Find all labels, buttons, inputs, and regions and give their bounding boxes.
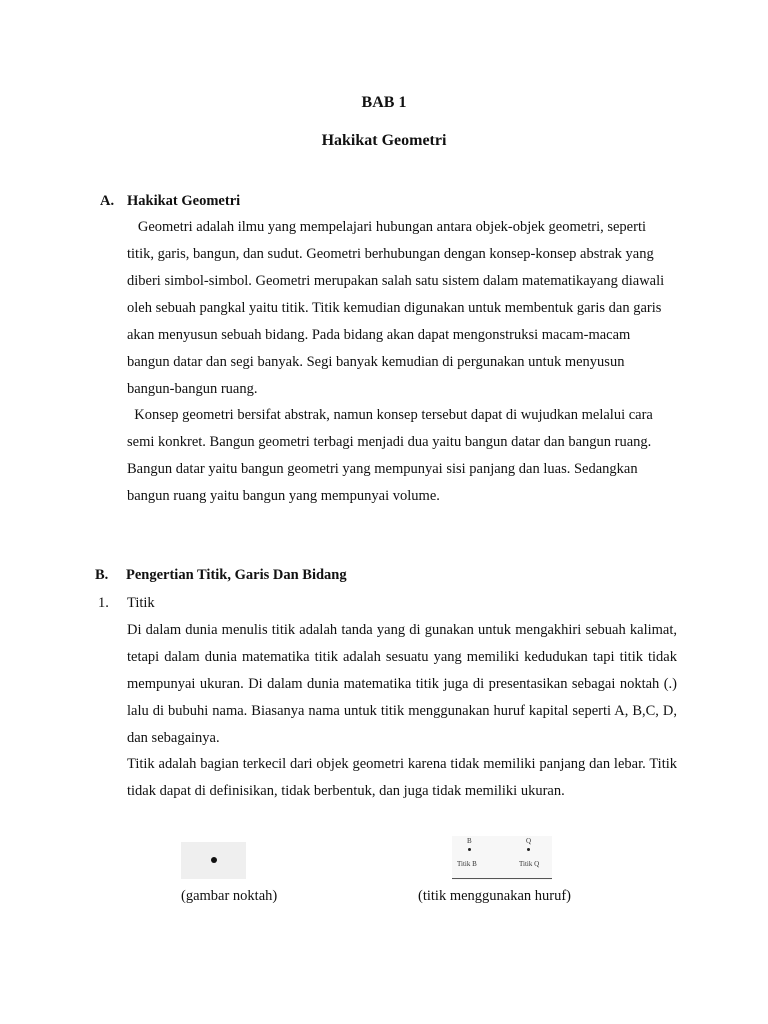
- noktah-caption: (gambar noktah): [181, 888, 278, 904]
- noktah-figure: [181, 842, 246, 879]
- page-title: Hakikat Geometri: [321, 132, 447, 149]
- section-b-paragraph-2: Titik adalah bagian terkecil dari objek geometri karena tidak memiliki panjang dan lebar. Titik tidak dapat di definisikan, tidak berbentuk, dan juga tidak memiliki ukuran.: [127, 756, 677, 799]
- point-q-letter: Q: [526, 837, 532, 845]
- noktah-dot: [211, 857, 217, 863]
- section-b-marker: B.: [95, 567, 109, 583]
- point-q-dot: [527, 848, 530, 851]
- list-item-titik: [98, 595, 298, 615]
- list-item-title: Titik: [127, 595, 155, 611]
- section-a-heading: [100, 193, 500, 213]
- section-b-paragraph-1: Di dalam dunia menulis titik adalah tanda yang di gunakan untuk mengakhiri sebuah kalimat, tetapi dalam dunia matematika titik adalah sesuatu yang memiliki kedudukan tapi titik tidak mempunyai ukuran. Di dalam dunia matematika titik juga di presentasikan sebagai noktah (.) lalu di bubuhi nama. Biasanya nama untuk titik menggunakan huruf kapital seperti A, B,C, D, dan sebagainya.: [127, 622, 677, 746]
- point-q-label: Titik Q: [519, 860, 540, 868]
- point-b-letter: B: [467, 837, 472, 845]
- point-b-dot: [468, 848, 471, 851]
- section-a-paragraph-1: Geometri adalah ilmu yang mempelajari hubungan antara objek-objek geometri, seperti titik, garis, bangun, dan sudut. Geometri berhubungan dengan konsep-konsep abstrak yang diberi simbol-simbol. Geometri merupakan salah satu sistem dalam matematikayang diawali oleh sebuah pangkal yaitu titik. Titik kemudian digunakan untuk membentuk garis dan garis akan menyusun sebuah bidang. Pada bidang akan dapat mengonstruksi macam-macam bangun datar dan segi banyak. Segi banyak kemudian di pergunakan untuk menyusun bangun-bangun ruang.: [127, 219, 665, 397]
- chapter-label: BAB 1: [361, 94, 407, 111]
- lettered-points-figure: [452, 836, 552, 880]
- section-a-marker: A.: [100, 193, 115, 209]
- list-item-number: 1.: [98, 595, 109, 611]
- section-a-paragraph-2: Konsep geometri bersifat abstrak, namun konsep tersebut dapat di wujudkan melalui cara semi konkret. Bangun geometri terbagi menjadi dua yaitu bangun datar dan bangun ruang. Bangun datar yaitu bangun geometri yang mempunyai sisi panjang dan luas. Sedangkan bangun ruang yaitu bangun yang mempunyai volume.: [127, 407, 653, 504]
- lettered-points-caption: (titik menggunakan huruf): [418, 888, 572, 904]
- section-b-heading: [95, 567, 495, 587]
- section-a-title: Hakikat Geometri: [127, 193, 241, 209]
- section-b-title: Pengertian Titik, Garis Dan Bidang: [126, 567, 347, 583]
- point-b-label: Titik B: [457, 860, 477, 868]
- figure-underline: [452, 878, 552, 879]
